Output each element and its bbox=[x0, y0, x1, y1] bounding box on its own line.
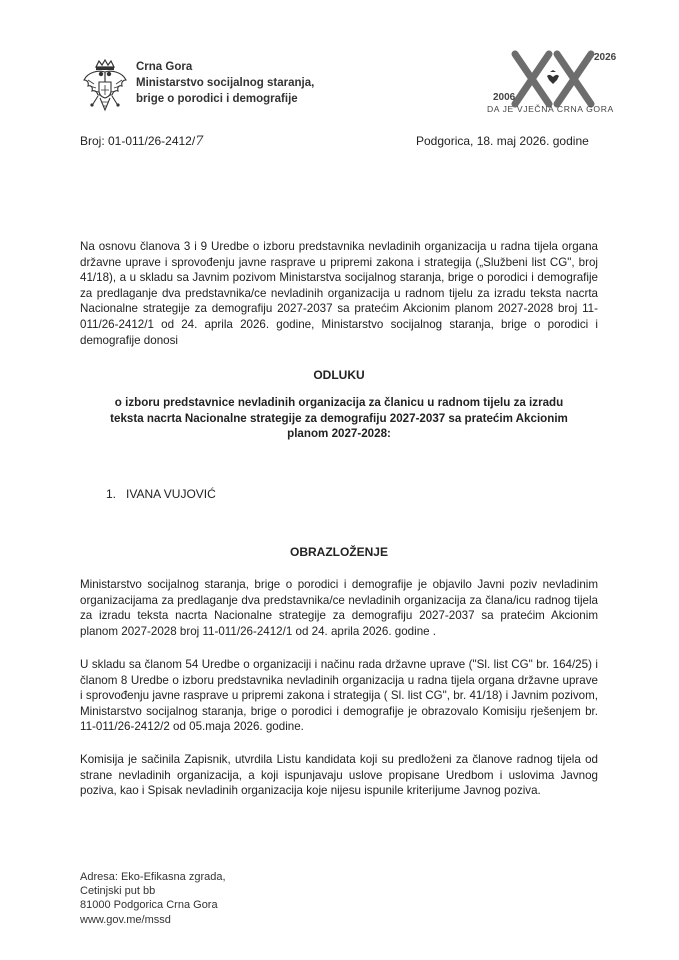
ministry-name bbox=[136, 59, 314, 107]
jubilee-caption: DA JE VJEČNA CRNA GORA bbox=[487, 104, 614, 114]
document-date: Podgorica, 18. maj 2026. godine bbox=[416, 134, 589, 148]
list-item-name: IVANA VUJOVIĆ bbox=[126, 487, 216, 501]
footer-line: 81000 Podgorica Crna Gora bbox=[80, 899, 218, 912]
footer-line: Cetinjski put bb bbox=[80, 885, 156, 898]
ministry-line: brige o porodici i demografije bbox=[136, 93, 298, 105]
footer-address bbox=[80, 870, 226, 927]
decision-title: ODLUKU bbox=[313, 368, 365, 382]
ministry-line: Crna Gora bbox=[136, 61, 193, 73]
decision-subtitle: o izboru predstavnice nevladinih organizacija za članicu u radnom tijelu za izradu teksta nacrta Nacionalne strategije za demografiju 2027-2037 sa pratećim Akcionim planom 2027-2028: bbox=[110, 396, 568, 441]
document-number-prefix: Broj: 01-011/26-2412/ bbox=[80, 134, 196, 148]
jubilee-year-left: 2006 bbox=[493, 92, 516, 103]
list-item bbox=[106, 487, 216, 501]
rationale-paragraph: Komisija je sačinila Zapisnik, utvrdila Listu kandidata koji su predloženi za članove radnog tijela od strane nevladinih organizacija, a koji ispunjavaju uslove propisane Uredbom i uslovima Javnog poziva, kao i Spisak nevladinih organizacija koje nijesu ispunile kriterijume Javnog poziva. bbox=[80, 753, 598, 798]
preamble-paragraph: Na osnovu članova 3 i 9 Uredbe o izboru predstavnika nevladinih organizacija u radna tijela organa državne uprave i sprovođenju javne rasprave u pripremi zakona i strategija („Službeni list CG", broj 41/18), a u skladu sa Javnim pozivom Ministarstva socijalnog staranja, brige o porodici i demografije za predlaganje dva predstavnika/ce nevladinih organizacija u radnom tijelu za izradu teksta nacrta Nacionalne strategije za demografiju 2027-2037 sa pratećim Akcionim planom 2027-2028 broj 11-011/26-2412/1 od 24. aprila 2026. godine, Ministarstvo socijalnog staranja, brige o porodici i demografije donosi bbox=[80, 240, 598, 347]
rationale-paragraph: Ministarstvo socijalnog staranja, brige o porodici i demografije je objavilo Javni poziv nevladinim organizacijama za predlaganje dva predstavnika/ce nevladinih organizacija za člana/icu radnog tijela za izradu teksta nacrta Nacionalne strategije za demografiju 2027-2037 sa pratećim Akcionim planom 2027-2028 broj 11-011/26-2412/1 od 24. aprila 2026. godine . bbox=[80, 578, 598, 638]
document-number-handwritten: 7 bbox=[195, 134, 204, 149]
footer-website-link[interactable]: www.gov.me/mssd bbox=[80, 913, 171, 926]
list-item-number: 1. bbox=[106, 487, 117, 501]
jubilee-year-right: 2026 bbox=[594, 52, 617, 63]
document-number bbox=[80, 134, 203, 149]
footer-line: Adresa: Eko-Efikasna zgrada, bbox=[80, 871, 226, 883]
coat-of-arms-icon bbox=[80, 58, 130, 120]
rationale-title: OBRAZLOŽENJE bbox=[289, 545, 388, 559]
ministry-line: Ministarstvo socijalnog staranja, bbox=[136, 77, 315, 89]
rationale-paragraph: U skladu sa članom 54 Uredbe o organizaciji i načinu rada državne uprave ("Sl. list CG" br. 164/25) i članom 8 Uredbe o izboru predstavnika nevladinih organizacija u radna tijela organa državne uprave i sprovođenju javne rasprave u pripremi zakona i strategija ( Sl. list CG", br. 41/18) i Javnim pozivom, Ministarstvo socijalnog staranja, brige o porodici i demografije je obrazovalo Komisiju rješenjem br. 11-011/26-2412/2 od 05.maja 2026. godine. bbox=[80, 658, 598, 734]
